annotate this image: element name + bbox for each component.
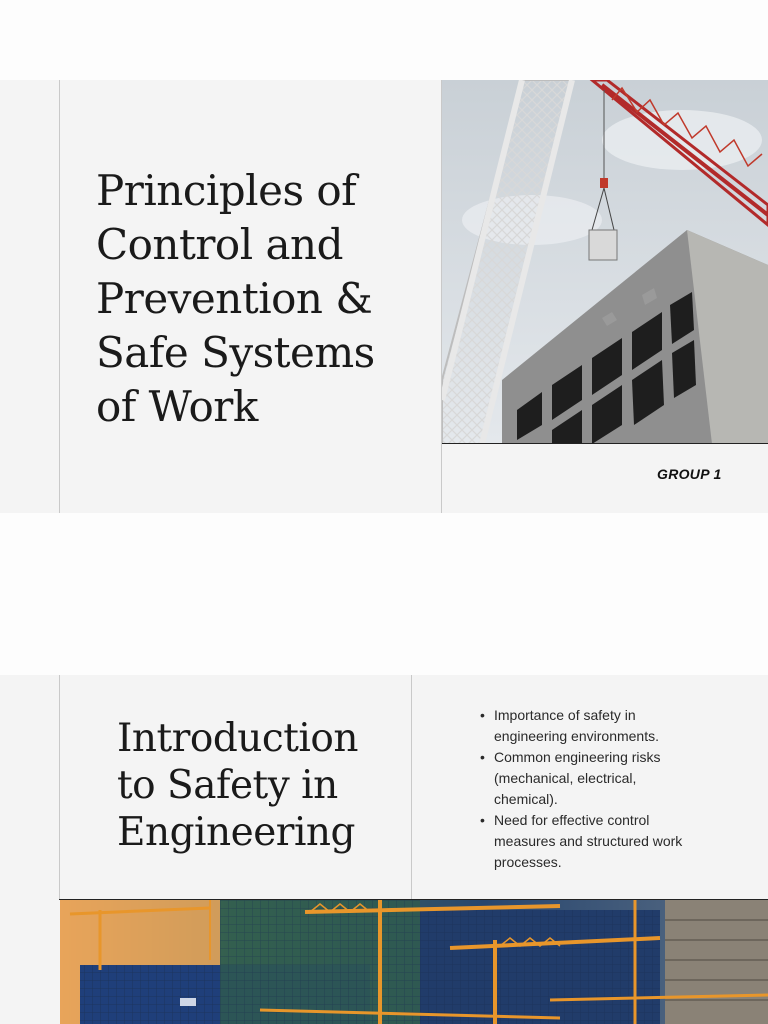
bullet-line: engineering environments. xyxy=(494,728,659,744)
slide-title xyxy=(96,164,416,434)
slide-2 xyxy=(0,675,768,1024)
group-label: GROUP 1 xyxy=(657,466,722,482)
bullet-line: (mechanical, electrical, xyxy=(494,770,637,786)
bullet-list xyxy=(478,705,728,873)
bullet-line: Common engineering risks xyxy=(494,749,661,765)
title-line: Principles of xyxy=(96,166,357,215)
slide-1 xyxy=(0,80,768,513)
margin-divider xyxy=(59,675,60,899)
photo-bottom-border xyxy=(442,443,768,444)
title-line: of Work xyxy=(96,382,258,431)
margin-divider xyxy=(59,80,60,513)
bullet-line: measures and structured work xyxy=(494,833,683,849)
title-line: to Safety in xyxy=(117,763,338,808)
bullet-item xyxy=(478,810,728,873)
bullet-line: processes. xyxy=(494,854,562,870)
title-line: Control and xyxy=(96,220,343,269)
bullet-item xyxy=(478,747,728,810)
bullet-line: Need for effective control xyxy=(494,812,650,828)
title-line: Safe Systems xyxy=(96,328,375,377)
bullet-dot-icon: • xyxy=(480,812,485,828)
slide-title xyxy=(117,715,397,856)
title-line: Engineering xyxy=(117,810,356,855)
bullet-item xyxy=(478,705,728,747)
bullet-line: chemical). xyxy=(494,791,558,807)
bullet-dot-icon: • xyxy=(480,749,485,765)
title-line: Introduction xyxy=(117,716,358,761)
column-divider xyxy=(411,675,412,899)
title-line: Prevention & xyxy=(96,274,373,323)
bullet-line: Importance of safety in xyxy=(494,707,636,723)
bullet-dot-icon: • xyxy=(480,707,485,723)
crane-building-photo xyxy=(442,80,768,444)
construction-site-photo xyxy=(60,900,768,1024)
